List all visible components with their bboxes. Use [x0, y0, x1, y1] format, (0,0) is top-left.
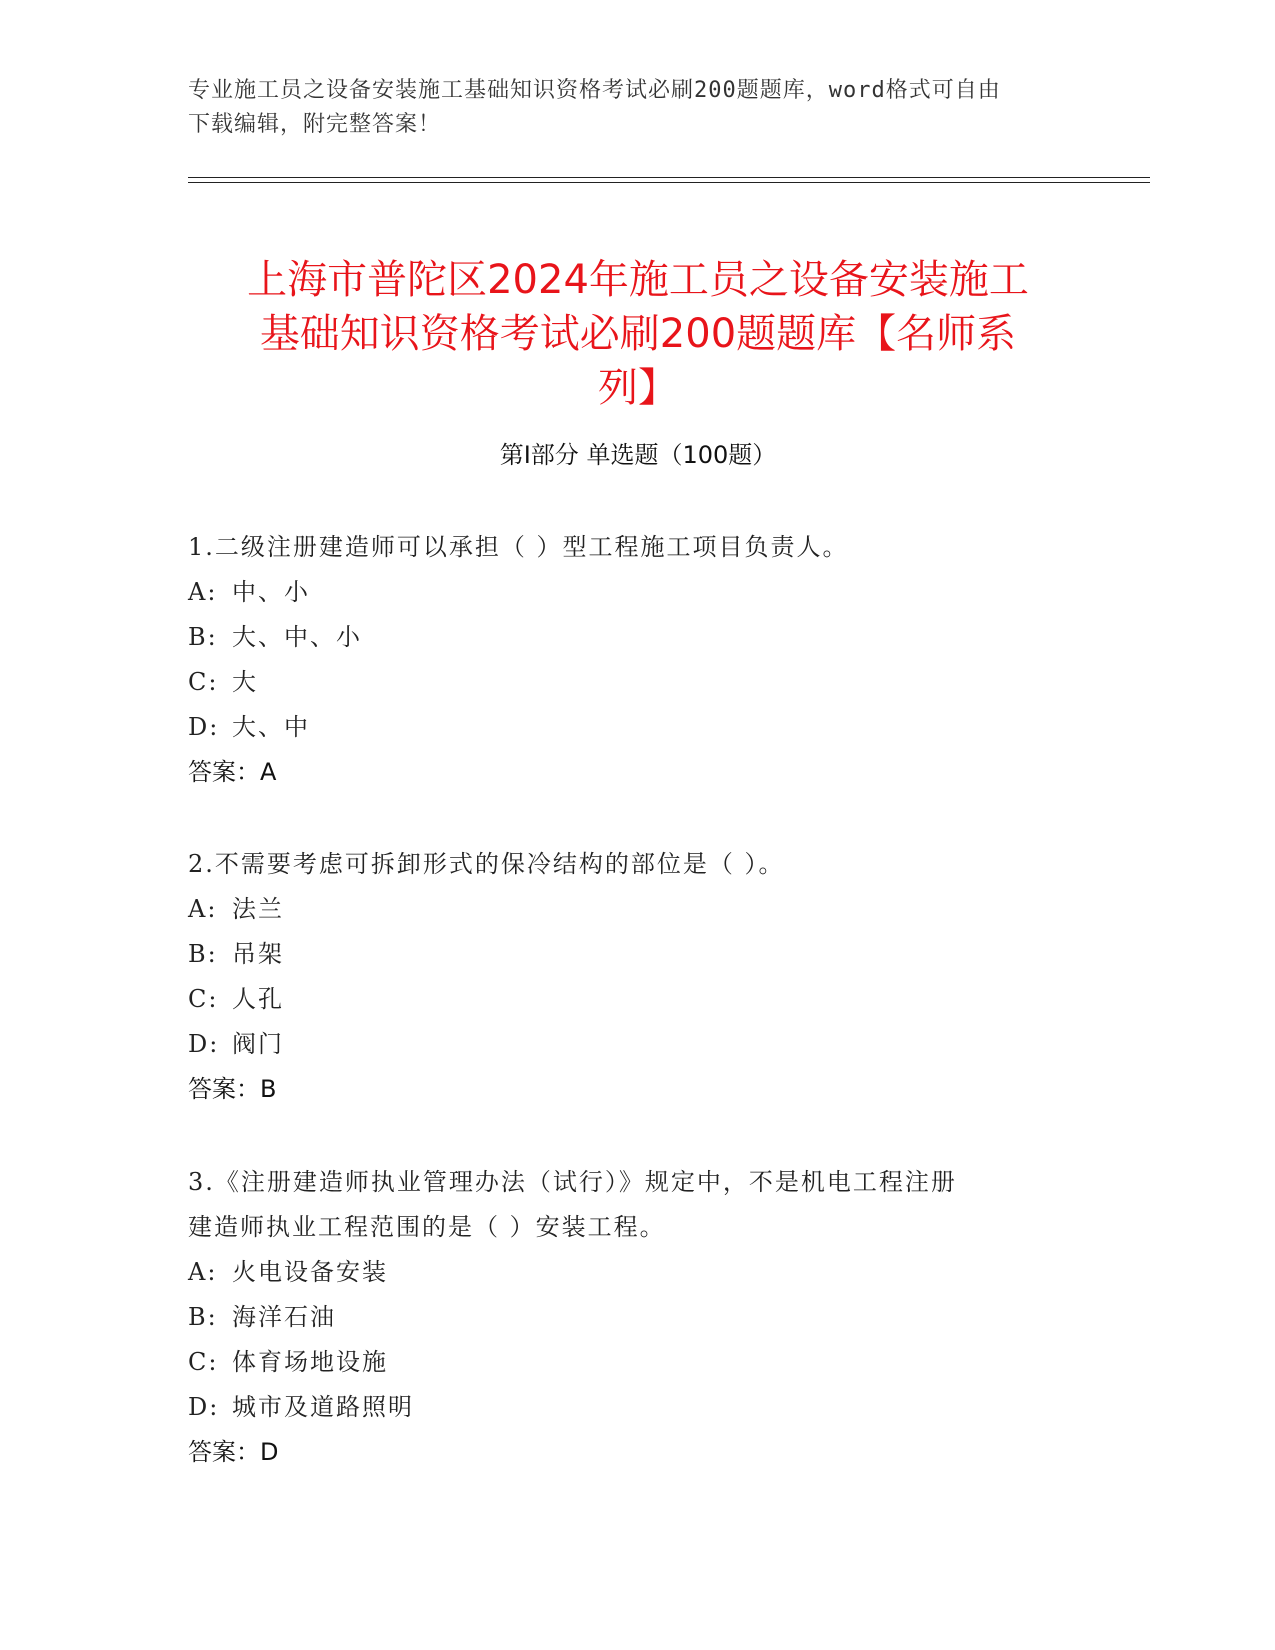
header-note-line-2: 下载编辑，附完整答案！ — [188, 112, 442, 137]
option-d — [188, 1022, 1088, 1067]
option-b — [188, 615, 1088, 660]
header-divider-bottom — [188, 182, 1150, 183]
question-2 — [188, 842, 1088, 1112]
header-divider-top — [188, 177, 1150, 178]
title-line-1: 上海市普陀区2024年施工员之设备安装施工 — [247, 256, 1029, 303]
option-text: 大 — [232, 668, 258, 696]
option-letter: B: — [188, 1303, 218, 1331]
question-text-line-2: 建造师执业工程范围的是（ ）安装工程。 — [188, 1213, 666, 1241]
option-letter: A: — [188, 578, 218, 606]
answer-line: 答案：D — [188, 1438, 279, 1466]
option-text: 大、中、小 — [232, 623, 362, 651]
option-text: 吊架 — [232, 940, 284, 968]
option-letter: A: — [188, 1258, 218, 1286]
title-line-3: 列】 — [598, 364, 678, 411]
option-d — [188, 1385, 1088, 1430]
option-letter: A: — [188, 895, 218, 923]
question-text-line-1: 3.《注册建造师执业管理办法（试行）》规定中，不是机电工程注册 — [188, 1168, 957, 1196]
question-text: 1.二级注册建造师可以承担（ ）型工程施工项目负责人。 — [188, 533, 849, 561]
section-heading: 第Ⅰ部分 单选题（100题） — [499, 441, 777, 469]
option-letter: C: — [188, 985, 219, 1013]
option-text: 海洋石油 — [232, 1303, 336, 1331]
option-letter: C: — [188, 1348, 219, 1376]
document-header-note — [188, 74, 1088, 142]
option-letter: D: — [188, 1393, 220, 1421]
option-b — [188, 932, 1088, 977]
option-c — [188, 1340, 1088, 1385]
answer-line: 答案：B — [188, 1075, 277, 1103]
option-a — [188, 887, 1088, 932]
title-line-2: 基础知识资格考试必刷200题题库【名师系 — [259, 310, 1017, 357]
option-text: 法兰 — [232, 895, 284, 923]
option-b — [188, 1295, 1088, 1340]
option-text: 大、中 — [232, 713, 310, 741]
option-text: 人孔 — [232, 985, 284, 1013]
option-text: 火电设备安装 — [232, 1258, 388, 1286]
option-letter: B: — [188, 940, 218, 968]
option-letter: D: — [188, 1030, 220, 1058]
answer-line: 答案：A — [188, 758, 277, 786]
option-d — [188, 705, 1088, 750]
question-3 — [188, 1160, 1088, 1475]
option-letter: D: — [188, 713, 220, 741]
option-letter: C: — [188, 668, 219, 696]
header-note-line-1: 专业施工员之设备安装施工基础知识资格考试必刷200题题库，word格式可自由 — [188, 78, 1001, 103]
question-text: 2.不需要考虑可拆卸形式的保冷结构的部位是（ ）。 — [188, 850, 785, 878]
option-letter: B: — [188, 623, 218, 651]
option-text: 中、小 — [232, 578, 310, 606]
option-c — [188, 977, 1088, 1022]
question-1 — [188, 525, 1088, 795]
option-text: 阀门 — [232, 1030, 284, 1058]
option-text: 城市及道路照明 — [232, 1393, 414, 1421]
document-title — [188, 253, 1088, 415]
option-text: 体育场地设施 — [232, 1348, 388, 1376]
option-a — [188, 1250, 1088, 1295]
option-a — [188, 570, 1088, 615]
option-c — [188, 660, 1088, 705]
